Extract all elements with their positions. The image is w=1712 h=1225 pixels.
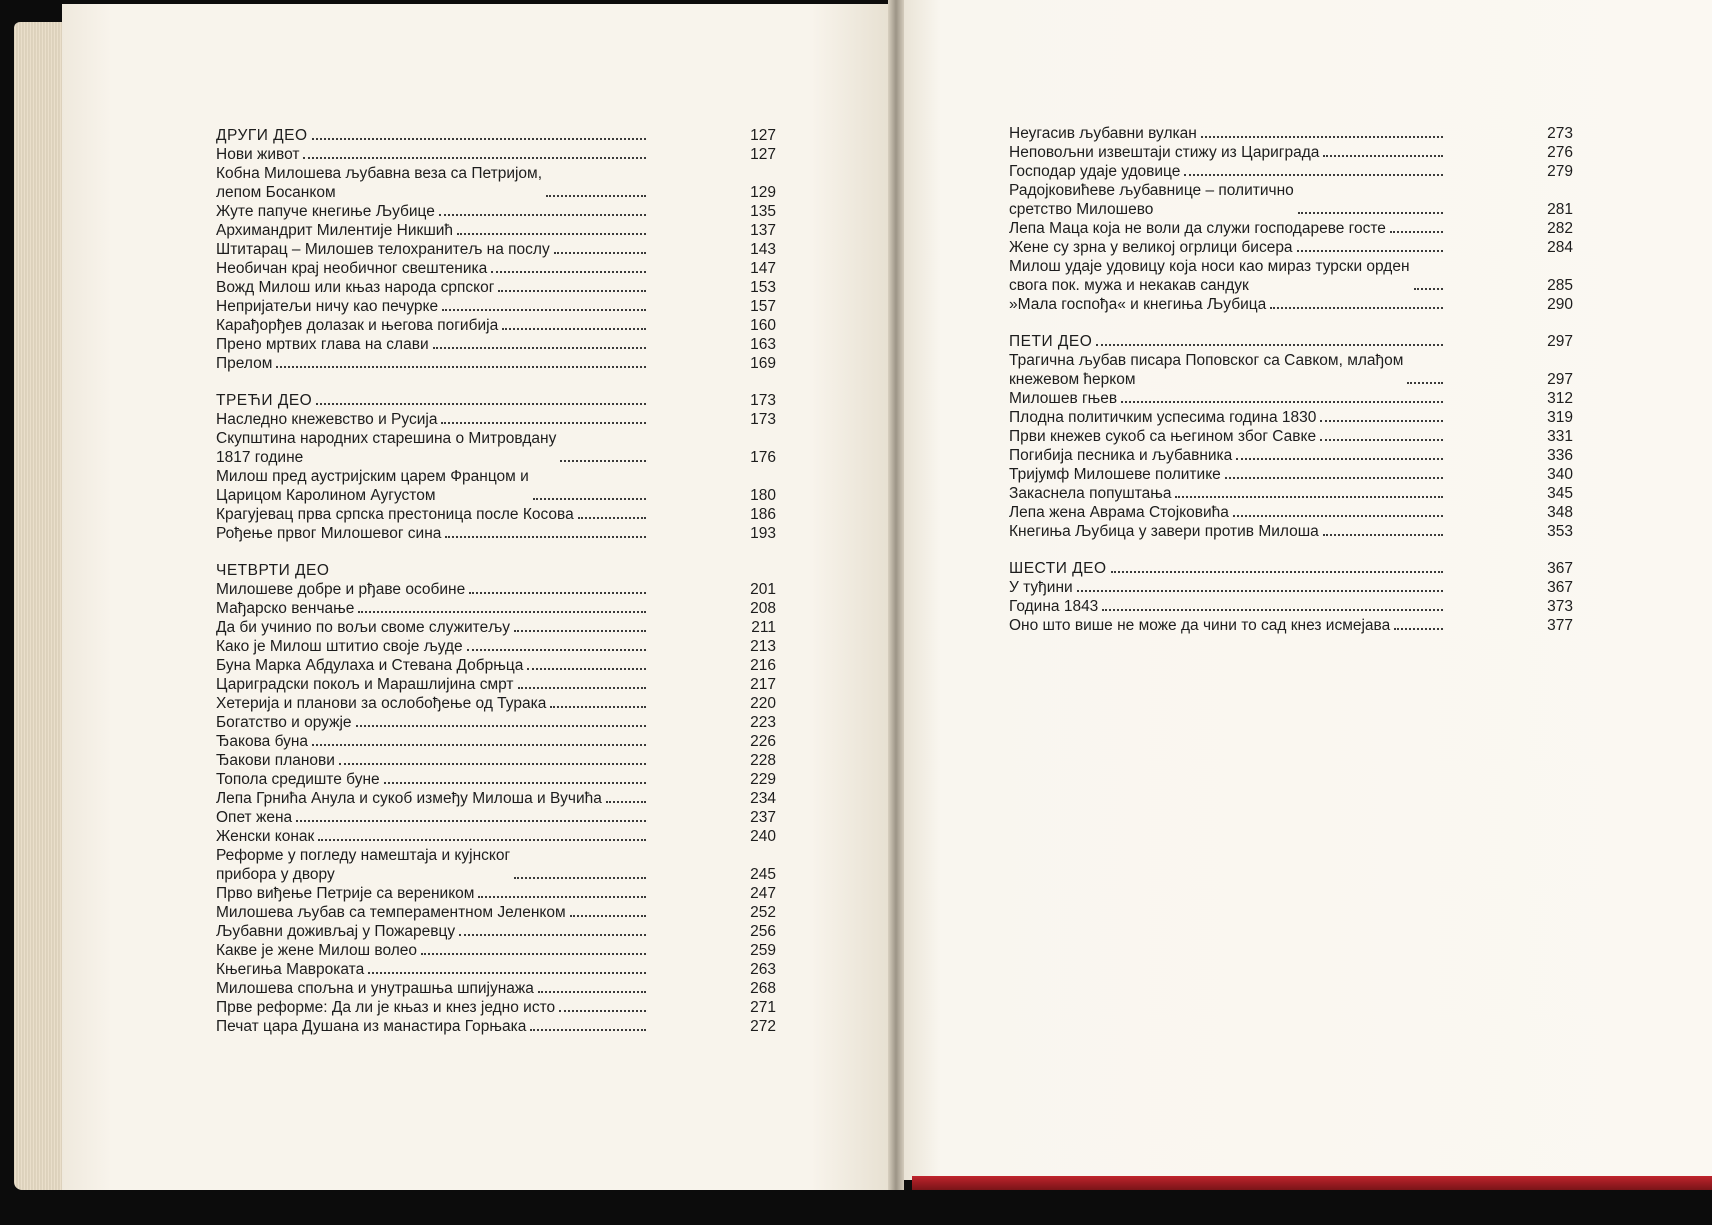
toc-entry-label: Какве је жене Милош волео (216, 942, 418, 959)
dot-leader (296, 820, 646, 822)
toc-entry (1009, 295, 1573, 314)
page-number: 193 (750, 525, 776, 542)
page-number: 268 (750, 980, 776, 997)
page-number: 173 (750, 392, 776, 409)
dot-leader (442, 309, 646, 311)
toc-entry-label: Неугасив љубавни вулкан (1009, 125, 1197, 142)
toc-entry-label: Тријумф Милошеве политике (1009, 466, 1221, 483)
dot-leader (445, 536, 646, 538)
dot-leader (533, 498, 646, 500)
toc-entry-label: Жене су зрна у великој огрлици бисера (1009, 239, 1293, 256)
dot-leader (478, 896, 646, 898)
dot-leader (1233, 515, 1443, 517)
page-number: 216 (750, 657, 776, 674)
toc-entry (1009, 484, 1573, 503)
toc-entry (1009, 465, 1573, 484)
page-number: 160 (750, 317, 776, 334)
page-number: 252 (750, 904, 776, 921)
toc-entry-label: Рођење првог Милошевог сина (216, 525, 442, 542)
part-title-label: ДРУГИ ДЕО (216, 127, 308, 144)
dot-leader (312, 138, 646, 140)
page-number: 211 (751, 619, 776, 636)
toc-entry (216, 297, 776, 316)
toc-entry-label: Закаснела попуштања (1009, 485, 1172, 502)
toc-entry (216, 145, 776, 164)
dot-leader (1184, 174, 1443, 176)
dot-leader (469, 592, 646, 594)
part-title (1009, 559, 1573, 578)
page-number: 217 (750, 676, 776, 693)
page-number: 281 (1547, 201, 1573, 218)
dot-leader (550, 706, 646, 708)
toc-entry (1009, 162, 1573, 181)
toc-entry-label: Скупштина народних старешина о Митровдану 1817 године (216, 430, 557, 466)
toc-part (216, 561, 776, 1036)
dot-leader (1323, 155, 1443, 157)
right-table-of-contents (1009, 124, 1573, 635)
page-number: 312 (1547, 390, 1573, 407)
part-title (1009, 332, 1573, 351)
page-number: 331 (1547, 428, 1573, 445)
toc-entry (216, 429, 776, 467)
left-table-of-contents (216, 126, 776, 1036)
dot-leader (1175, 496, 1443, 498)
page-number: 345 (1547, 485, 1573, 502)
page-number: 129 (750, 184, 776, 201)
toc-entry-label: Погибија песника и љубавника (1009, 447, 1233, 464)
dot-leader (433, 347, 646, 349)
dot-leader (368, 972, 646, 974)
toc-entry (216, 903, 776, 922)
dot-leader (358, 611, 646, 613)
toc-entry (216, 278, 776, 297)
dot-leader (491, 271, 646, 273)
toc-entry (1009, 351, 1573, 389)
dot-leader (578, 517, 646, 519)
dot-leader (530, 1029, 646, 1031)
page-number: 137 (750, 222, 776, 239)
toc-entry-label: Непријатељи ничу као печурке (216, 298, 439, 315)
dot-leader (459, 934, 646, 936)
dot-leader (560, 460, 646, 462)
page-number: 213 (750, 638, 776, 655)
toc-entry-label: Цариградски покољ и Марашлијина смрт (216, 676, 514, 693)
toc-entry (216, 789, 776, 808)
toc-entry-label: Карађорђев долазак и његова погибија (216, 317, 499, 334)
toc-entry (216, 410, 776, 429)
toc-entry-label: Буна Марка Абдулаха и Стевана Добрњца (216, 657, 524, 674)
page-number: 297 (1547, 371, 1573, 388)
dot-leader (1236, 458, 1443, 460)
toc-entry-label: Прелом (216, 355, 273, 372)
page-number: 234 (750, 790, 776, 807)
toc-entry-label: Кнегиња Љубица у завери против Милоша (1009, 523, 1319, 540)
cover-edge (912, 1176, 1712, 1190)
toc-entry-label: Жуте папуче кнегиње Љубице (216, 203, 435, 220)
toc-entry (216, 694, 776, 713)
toc-entry (1009, 597, 1573, 616)
toc-entry-label: Необичан крај необичног свештеника (216, 260, 488, 277)
dot-leader (339, 763, 646, 765)
toc-entry (216, 922, 776, 941)
toc-entry (1009, 427, 1573, 446)
page-number: 290 (1547, 296, 1573, 313)
page-number: 208 (750, 600, 776, 617)
toc-entry-label: Ђакови планови (216, 752, 335, 769)
toc-entry-label: Милош пред аустријским царем Францом и Царицом Каролином Аугустом (216, 468, 529, 504)
dot-leader (554, 252, 646, 254)
page-number: 143 (750, 241, 776, 258)
toc-entry (216, 713, 776, 732)
toc-entry (1009, 124, 1573, 143)
dot-leader (1111, 571, 1443, 573)
page-number: 147 (750, 260, 776, 277)
page-number: 127 (750, 146, 776, 163)
toc-entry-label: Лепа жена Аврама Стојковића (1009, 504, 1229, 521)
toc-entry (216, 316, 776, 335)
toc-entry-label: Милошев гњев (1009, 390, 1118, 407)
part-title-label: ЧЕТВРТИ ДЕО (216, 562, 330, 579)
page-number: 285 (1547, 277, 1573, 294)
toc-entry-label: Прве реформе: Да ли је књаз и кнез једно исто (216, 999, 556, 1016)
page-number: 176 (750, 449, 776, 466)
toc-entry (216, 675, 776, 694)
toc-entry (1009, 408, 1573, 427)
page-number: 226 (750, 733, 776, 750)
toc-entry (216, 259, 776, 278)
dot-leader (316, 403, 646, 405)
toc-entry (216, 998, 776, 1017)
dot-leader (1414, 288, 1443, 290)
dot-leader (570, 915, 646, 917)
page-number: 282 (1547, 220, 1573, 237)
page-number: 373 (1547, 598, 1573, 615)
toc-entry-label: Кобна Милошева љубавна веза са Петријом, лепом Босанком (216, 165, 542, 201)
dot-leader (546, 195, 646, 197)
dot-leader (384, 782, 646, 784)
toc-entry-label: Хетерија и планови за ослобођење од Турака (216, 695, 547, 712)
dot-leader (1225, 477, 1443, 479)
dot-leader (1320, 420, 1443, 422)
toc-entry (1009, 257, 1573, 295)
page-number: 127 (750, 127, 776, 144)
page-number: 319 (1547, 409, 1573, 426)
toc-part (216, 126, 776, 373)
page-number: 186 (750, 506, 776, 523)
toc-entry-label: Година 1843 (1009, 598, 1099, 615)
toc-entry (216, 164, 776, 202)
toc-part (216, 391, 776, 543)
dot-leader (439, 214, 646, 216)
toc-entry (216, 941, 776, 960)
toc-entry (1009, 389, 1573, 408)
toc-entry (216, 960, 776, 979)
page-number: 353 (1547, 523, 1573, 540)
dot-leader (457, 233, 646, 235)
toc-entry-label: Љубавни доживљај у Пожаревцу (216, 923, 456, 940)
toc-entry (1009, 503, 1573, 522)
toc-entry (216, 846, 776, 884)
toc-entry-label: Реформе у погледу намештаја и кујнског прибора у двору (216, 847, 511, 883)
dot-leader (1077, 590, 1443, 592)
dot-leader (1096, 344, 1443, 346)
page-number: 271 (750, 999, 776, 1016)
dot-leader (518, 687, 646, 689)
dot-leader (276, 366, 646, 368)
dot-leader (441, 422, 646, 424)
toc-part (1009, 559, 1573, 635)
toc-entry (216, 354, 776, 373)
page-number: 367 (1547, 560, 1573, 577)
dot-leader (1270, 307, 1443, 309)
toc-entry (1009, 446, 1573, 465)
dot-leader (1323, 534, 1443, 536)
toc-part (1009, 332, 1573, 541)
dot-leader (1390, 231, 1443, 233)
toc-entry (216, 637, 776, 656)
toc-entry (216, 732, 776, 751)
page-number: 247 (750, 885, 776, 902)
book-gutter (888, 0, 904, 1190)
toc-entry-label: »Мала госпођа« и кнегиња Љубица (1009, 296, 1267, 313)
toc-entry-label: Књегиња Мавроката (216, 961, 365, 978)
dot-leader (559, 1010, 646, 1012)
toc-entry (1009, 616, 1573, 635)
page-number: 135 (750, 203, 776, 220)
dot-leader (303, 157, 646, 159)
page-number: 169 (750, 355, 776, 372)
toc-entry-label: Лепа Грнића Анула и сукоб између Милоша и Вучића (216, 790, 602, 807)
toc-entry (216, 884, 776, 903)
toc-entry (216, 221, 776, 240)
page-number: 276 (1547, 144, 1573, 161)
toc-entry-label: Господар удаје удовице (1009, 163, 1181, 180)
toc-entry (216, 505, 776, 524)
toc-entry-label: Први кнежев сукоб са његином због Савке (1009, 428, 1317, 445)
dot-leader (421, 953, 646, 955)
toc-entry-label: Милошеве добре и рђаве особине (216, 581, 466, 598)
dot-leader (312, 744, 646, 746)
toc-entry-label: Архимандрит Милентије Никшић (216, 222, 454, 239)
toc-entry (216, 751, 776, 770)
dot-leader (514, 877, 646, 879)
toc-entry (1009, 578, 1573, 597)
dot-leader (1201, 136, 1443, 138)
dot-leader (498, 290, 646, 292)
dot-leader (538, 991, 646, 993)
toc-entry-label: Прво виђење Петрије са вереником (216, 885, 475, 902)
dot-leader (1407, 382, 1443, 384)
page-number: 279 (1547, 163, 1573, 180)
toc-entry (1009, 219, 1573, 238)
dot-leader (467, 649, 646, 651)
toc-entry (216, 580, 776, 599)
toc-entry-label: Прено мртвих глава на слави (216, 336, 429, 353)
dot-leader (527, 668, 646, 670)
dot-leader (1102, 609, 1443, 611)
toc-entry (216, 240, 776, 259)
part-title (216, 391, 776, 410)
dot-leader (606, 801, 646, 803)
dot-leader (1298, 212, 1443, 214)
dot-leader (1394, 628, 1443, 630)
part-title-label: ШЕСТИ ДЕО (1009, 560, 1107, 577)
page-number: 228 (750, 752, 776, 769)
page-number: 340 (1547, 466, 1573, 483)
page-number: 229 (750, 771, 776, 788)
toc-entry-label: Милошева љубав са темпераментном Јеленком (216, 904, 566, 921)
toc-entry (1009, 238, 1573, 257)
toc-part (1009, 124, 1573, 314)
page-number: 377 (1547, 617, 1573, 634)
dot-leader (1121, 401, 1443, 403)
page-number: 240 (750, 828, 776, 845)
toc-entry-label: Лепа Маца која не воли да служи господареве госте (1009, 220, 1386, 237)
page-number: 220 (750, 695, 776, 712)
page-number: 284 (1547, 239, 1573, 256)
dot-leader (1297, 250, 1443, 252)
page-number: 153 (750, 279, 776, 296)
toc-entry (216, 827, 776, 846)
toc-entry (1009, 522, 1573, 541)
toc-entry-label: Трагична љубав писара Поповског са Савком, млађом кнежевом ћерком (1009, 352, 1404, 388)
toc-entry (216, 770, 776, 789)
page-number: 180 (750, 487, 776, 504)
page-number: 157 (750, 298, 776, 315)
page-number: 245 (750, 866, 776, 883)
page-number: 348 (1547, 504, 1573, 521)
toc-entry-label: Милошева спољна и унутрашња шпијунажа (216, 980, 534, 997)
toc-entry-label: Како је Милош штитио своје људе (216, 638, 463, 655)
toc-entry (216, 656, 776, 675)
toc-entry-label: Опет жена (216, 809, 293, 826)
page-number: 259 (750, 942, 776, 959)
toc-entry (216, 335, 776, 354)
dot-leader (318, 839, 646, 841)
dot-leader (502, 328, 646, 330)
toc-entry-label: Оно што више не може да чини то сад кнез исмејава (1009, 617, 1391, 634)
page-number: 256 (750, 923, 776, 940)
toc-entry (1009, 143, 1573, 162)
page-number: 263 (750, 961, 776, 978)
part-title-label: ПЕТИ ДЕО (1009, 333, 1093, 350)
toc-entry (216, 467, 776, 505)
page-number: 273 (1547, 125, 1573, 142)
toc-entry (216, 524, 776, 543)
toc-entry-label: У туђини (1009, 579, 1073, 596)
toc-entry-label: Да би учинио по вољи своме служитељу (216, 619, 511, 636)
part-title (216, 126, 776, 145)
toc-entry (1009, 181, 1573, 219)
toc-entry-label: Богатство и оружје (216, 714, 352, 731)
toc-entry (216, 599, 776, 618)
page-number: 163 (750, 336, 776, 353)
page-number: 336 (1547, 447, 1573, 464)
page-number: 223 (750, 714, 776, 731)
toc-entry-label: Милош удаје удовицу која носи као мираз турски орден свога пок. мужа и некакав сандук (1009, 258, 1410, 294)
part-title-label: ТРЕЋИ ДЕО (216, 392, 313, 409)
toc-entry-label: Нови живот (216, 146, 300, 163)
page-number: 173 (750, 411, 776, 428)
toc-entry-label: Неповољни извештаји стижу из Цариграда (1009, 144, 1320, 161)
toc-entry-label: Женски конак (216, 828, 315, 845)
page-number: 272 (750, 1018, 776, 1035)
dot-leader (356, 725, 646, 727)
toc-entry (216, 618, 776, 637)
toc-entry-label: Печат цара Душана из манастира Горњака (216, 1018, 527, 1035)
toc-entry-label: Штитарац – Милошев телохранитељ на послу (216, 241, 550, 258)
toc-entry-label: Плодна политичким успесима година 1830 (1009, 409, 1317, 426)
page-number: 201 (750, 581, 776, 598)
toc-entry-label: Мађарско венчање (216, 600, 355, 617)
page-number: 367 (1547, 579, 1573, 596)
toc-entry (216, 808, 776, 827)
toc-entry (216, 979, 776, 998)
dot-leader (1320, 439, 1443, 441)
toc-entry (216, 1017, 776, 1036)
toc-entry-label: Радојковићеве љубавнице – политично сретство Милошево (1009, 182, 1294, 218)
page-number: 297 (1547, 333, 1573, 350)
dot-leader (514, 630, 646, 632)
page-number: 237 (750, 809, 776, 826)
toc-entry-label: Вожд Милош или књаз народа српског (216, 279, 495, 296)
toc-entry-label: Топола средиште буне (216, 771, 380, 788)
toc-entry-label: Ђакова буна (216, 733, 309, 750)
part-title (216, 561, 776, 580)
toc-entry (216, 202, 776, 221)
toc-entry-label: Крагујевац прва српска престоница после Косова (216, 506, 574, 523)
toc-entry-label: Наследно кнежевство и Русија (216, 411, 438, 428)
